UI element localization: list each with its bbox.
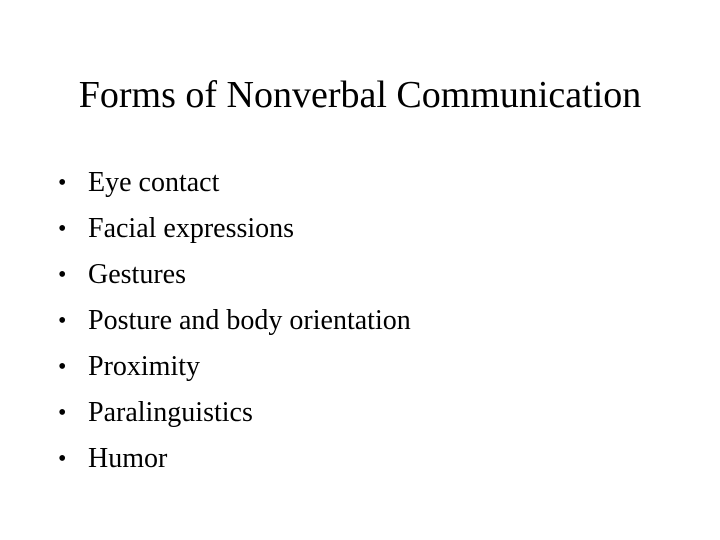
bullet-list — [58, 160, 698, 482]
bullet-item — [58, 390, 698, 436]
bullet-item — [58, 160, 698, 206]
bullet-text: Paralinguistics — [88, 397, 253, 428]
bullet-text: Eye contact — [88, 167, 220, 198]
bullet-icon: • — [58, 354, 67, 380]
bullet-text: Proximity — [88, 351, 201, 382]
bullet-text: Humor — [88, 443, 168, 474]
bullet-text: Posture and body orientation — [88, 305, 411, 336]
bullet-icon: • — [58, 400, 67, 426]
bullet-item — [58, 252, 698, 298]
bullet-icon: • — [58, 170, 67, 196]
bullet-icon: • — [58, 308, 67, 334]
bullet-item — [58, 436, 698, 482]
bullet-icon: • — [58, 216, 67, 242]
bullet-text: Facial expressions — [88, 213, 295, 244]
bullet-icon: • — [58, 262, 67, 288]
bullet-item — [58, 298, 698, 344]
bullet-icon: • — [58, 446, 67, 472]
bullet-text: Gestures — [88, 259, 186, 290]
bullet-item — [58, 206, 698, 252]
slide-title: Forms of Nonverbal Communication — [78, 74, 642, 116]
bullet-item — [58, 344, 698, 390]
